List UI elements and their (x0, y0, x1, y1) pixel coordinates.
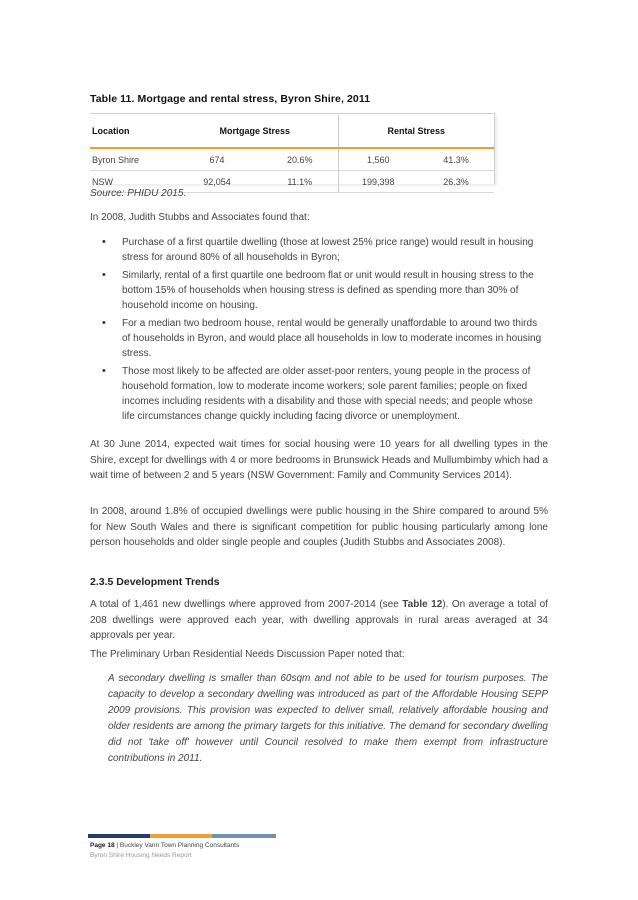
footer-page-line (90, 842, 239, 849)
list-item: • Purchase of a first quartile dwelling (those at lowest 25% price range) would result in housing stress for around 80% of all households in Byron; (90, 235, 548, 265)
table-title: Table 11. Mortgage and rental stress, Byron Shire, 2011 (90, 93, 371, 105)
cell-mortgage-count: 674 (172, 148, 262, 171)
list-item: • For a median two bedroom house, rental would be generally unaffordable to around two thirds of households in Byron, and would place all households in low to moderate incomes in housing stress. (90, 316, 548, 361)
list-item: • Those most likely to be affected are older asset-poor renters, young people in the process of household formation, low to moderate income workers; sole parent families; people on fixed incomes including residents with a disability and those with special needs; and people whose life circumstances change quickly including facing divorce or unemployment. (90, 364, 548, 424)
intro-paragraph: In 2008, Judith Stubbs and Associates found that: (90, 212, 310, 223)
findings-list (90, 235, 548, 427)
development-text-after: ). On average a total of 208 dwellings were approved each year, with dwelling approvals in rural areas averaged at 34 approvals per year. (90, 599, 549, 641)
footer-report-title: Byron Shire Housing Needs Report (90, 852, 192, 859)
footer-bar-segment-blue (212, 834, 276, 838)
header-rental-stress: Rental Stress (338, 115, 494, 148)
development-paragraph (90, 597, 548, 644)
list-item: • Similarly, rental of a first quartile one bedroom flat or unit would result in housing stress to the bottom 15% of households when housing stress is defined as spending more than 30% of household income on housing. (90, 268, 548, 313)
cell-mortgage-count: 92,054 (172, 171, 262, 193)
public-housing-paragraph: In 2008, around 1.8% of occupied dwellings were public housing in the Shire compared to around 5% for New South Wales and there is significant competition for public housing particularly among lone person households and older single people and couples (Judith Stubbs and Associates 2008). (90, 506, 548, 548)
header-location: Location (92, 126, 130, 136)
cell-rental-pct: 26.3% (418, 171, 494, 193)
footer-firm: | Buckley Vann Town Planning Consultants (114, 842, 240, 849)
table-12-reference: Table 12 (402, 599, 443, 610)
discussion-paper-paragraph: The Preliminary Urban Residential Needs Discussion Paper noted that: (90, 649, 405, 660)
quote-block: A secondary dwelling is smaller than 60sqm and not able to be used for tourism purposes. The capacity to develop a secondary dwelling was introduced as part of the Affordable Housing SEPP 2009 provisions. This provision was expected to deliver small, relatively affordable housing and older residents are among the primary targets for this initiative. The demand for secondary dwelling did not 'take off' however until Council resolved to make them exempt from infrastructure contributions in 2011. (108, 673, 548, 764)
wait-times-paragraph: At 30 June 2014, expected wait times for social housing were 10 years for all dwelling types in the Shire, except for dwellings with 4 or more bedrooms in Brunswick Heads and Mullumbimby which had a wait time of between 2 and 5 years (NSW Government: Family and Community Services 2014). (90, 439, 548, 481)
development-text-before: A total of 1,461 new dwellings where approved from 2007-2014 (see (90, 599, 403, 610)
cell-mortgage-pct: 11.1% (262, 171, 338, 193)
table-row (90, 148, 494, 171)
footer-bar-segment-orange (150, 834, 212, 838)
footer-color-bar (88, 834, 276, 838)
header-mortgage-stress: Mortgage Stress (219, 126, 291, 136)
cell-location: NSW (90, 171, 172, 193)
cell-rental-count: 199,398 (338, 171, 418, 193)
cell-location: Byron Shire (90, 148, 172, 171)
cell-rental-pct: 41.3% (418, 148, 494, 171)
cell-mortgage-pct: 20.6% (262, 148, 338, 171)
footer-page-number: Page 18 (90, 842, 115, 849)
section-heading: 2.3.5 Development Trends (90, 576, 220, 588)
table-source: Source: PHIDU 2015. (90, 188, 187, 199)
footer-bar-segment-navy (88, 834, 150, 838)
cell-rental-count: 1,560 (338, 148, 418, 171)
stress-table (90, 115, 494, 193)
